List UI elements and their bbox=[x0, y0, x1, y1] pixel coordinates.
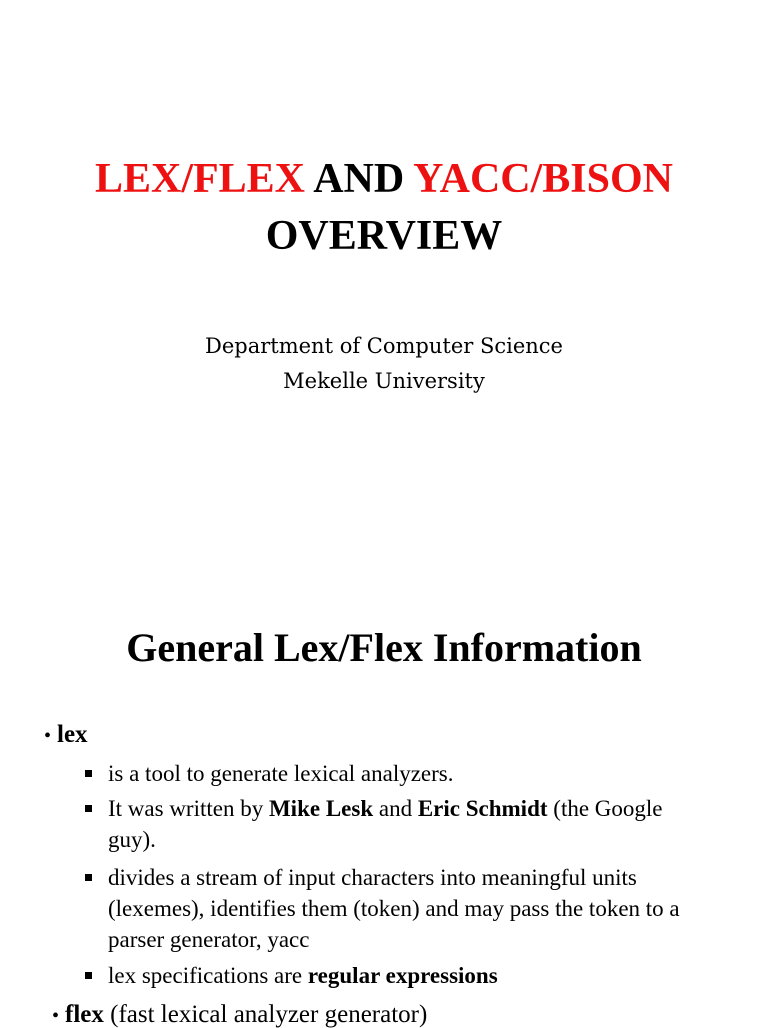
university-name: Mekelle University bbox=[283, 369, 485, 393]
bullet-flex-rest: (fast lexical analyzer generator) bbox=[103, 1001, 428, 1028]
sub-bullet-1-text: is a tool to generate lexical analyzers. bbox=[108, 761, 454, 786]
square-bullet-icon bbox=[85, 770, 92, 777]
square-bullet-icon bbox=[85, 972, 92, 979]
sub-bullet-2-mid: and bbox=[373, 796, 418, 821]
author-mike-lesk: Mike Lesk bbox=[268, 796, 374, 821]
slide2-title: General Lex/Flex Information bbox=[126, 625, 642, 670]
bullet-lex bbox=[44, 722, 88, 747]
title-yacc-bison: YACC/BISON bbox=[413, 156, 674, 202]
slide-title-line-2: OVERVIEW bbox=[265, 213, 503, 259]
square-bullet-icon bbox=[85, 805, 92, 812]
title-and: AND bbox=[313, 156, 405, 202]
slide-title-line-1 bbox=[0, 158, 768, 200]
sub-bullet-1 bbox=[108, 758, 708, 789]
bullet-flex bbox=[52, 1002, 427, 1027]
sub-bullet-3-text: divides a stream of input characters into meaningful units (lexemes), identifies them (token) and may pass the token to a parser generator, yacc bbox=[108, 865, 680, 952]
sub-bullet-2 bbox=[108, 793, 708, 855]
sub-bullet-4-pre: lex specifications are bbox=[108, 963, 308, 988]
sub-bullet-2-post: (the Google guy). bbox=[108, 796, 663, 852]
author-eric-schmidt: Eric Schmidt bbox=[417, 796, 548, 821]
sub-bullet-2-pre: It was written by bbox=[108, 796, 269, 821]
bullet-flex-term: flex bbox=[65, 1001, 104, 1028]
bullet-lex-term: lex bbox=[57, 721, 88, 748]
title-lex-flex: LEX/FLEX bbox=[94, 156, 306, 202]
regular-expressions-term: regular expressions bbox=[307, 963, 498, 988]
bullet-dot: • bbox=[52, 1005, 60, 1027]
content-slide bbox=[0, 560, 768, 1028]
bullet-dot: • bbox=[44, 725, 52, 747]
sub-bullet-3 bbox=[108, 862, 708, 955]
square-bullet-icon bbox=[85, 874, 92, 881]
department-name: Department of Computer Science bbox=[205, 334, 563, 358]
sub-bullet-4 bbox=[108, 960, 708, 991]
